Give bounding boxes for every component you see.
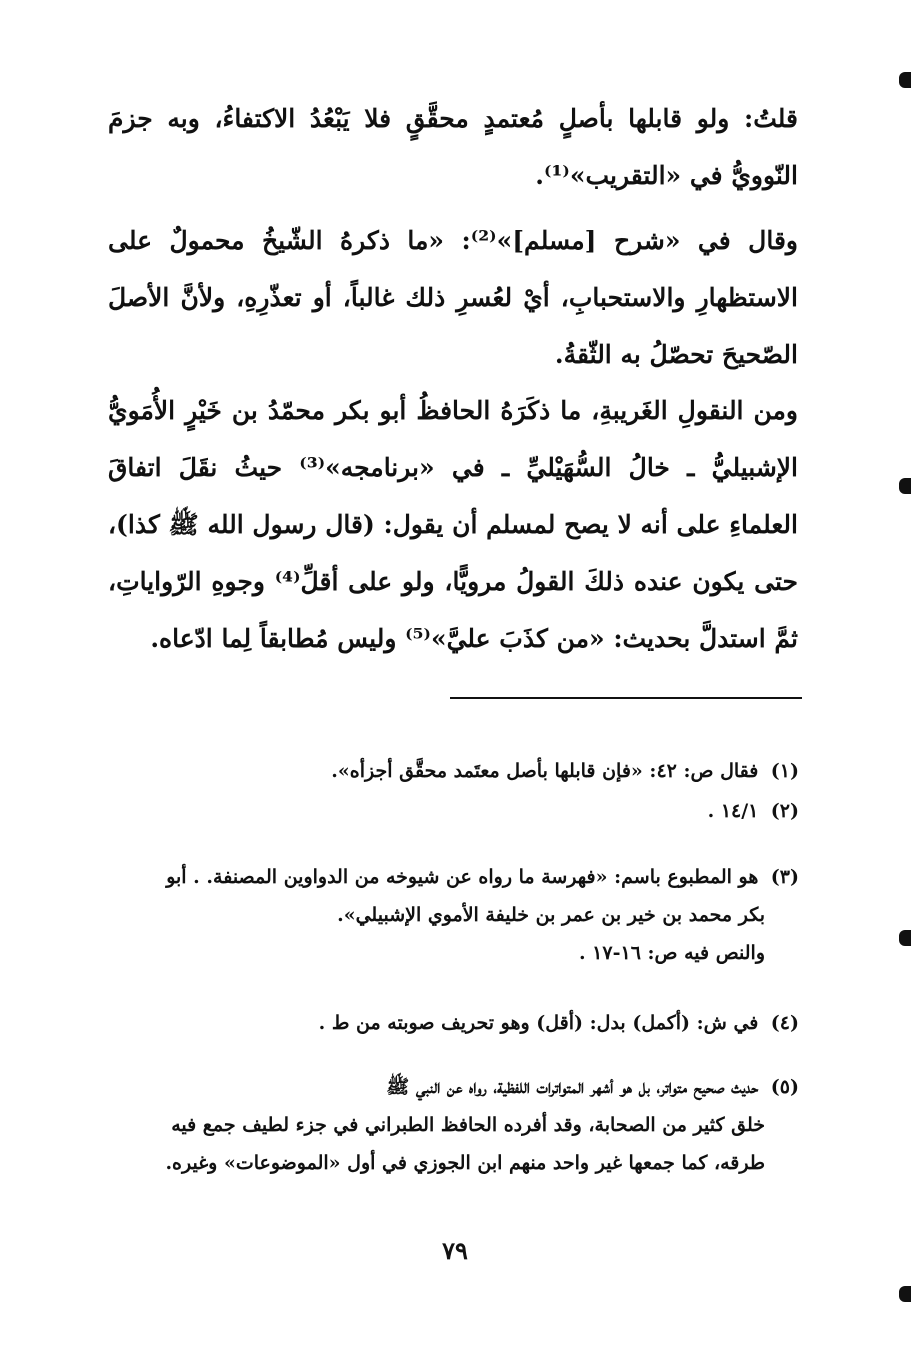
- footnote-text: في ش: (أكمل) بدل: (أقل) وهو تحريف صوبته من ط .: [318, 1012, 759, 1034]
- footnote-text: طرقه، كما جمعها غير واحد منهم ابن الجوزي في أول «الموضوعات» وغيره.: [165, 1152, 765, 1174]
- edge-mark: [899, 72, 911, 88]
- paragraph-2: وقال في «شرح [مسلم]»⁽²⁾: «ما ذكرهُ الشّيخُ محمولٌ على الاستظهارِ والاستحبابِ، أيْ لعُسرِ ذلك غالباً، أو تعذّرِهِ، ولأنَّ الأصلَ الصّحيحَ تحصّلُ به الثّقةُ.: [108, 226, 798, 369]
- footnote-text: حديث صحيح متواتر، بل هو أشهر المتواترات اللفظية، رواه عن النبي ﷺ: [386, 1076, 759, 1098]
- footnote-number: (٥): [770, 1076, 799, 1098]
- footnote-text: بكر محمد بن خير بن عمر بن خليفة الأموي الإشبيلي».: [337, 904, 765, 926]
- footnote-number: (٤): [770, 1012, 799, 1034]
- edge-mark: [899, 930, 911, 946]
- footnote-number: (٢): [770, 800, 799, 822]
- footnote-text: ١٤/١ .: [707, 800, 759, 822]
- footnote-1: [99, 752, 799, 790]
- footnote-text: هو المطبوع باسم: «فهرسة ما رواه عن شيوخه من الدواوين المصنفة. . أبو: [166, 866, 759, 888]
- footnote-divider: [450, 697, 802, 699]
- footnote-3: [99, 858, 799, 972]
- page-number: ٧٩: [442, 1236, 468, 1265]
- edge-mark: [899, 478, 911, 494]
- footnote-5: [99, 1068, 799, 1182]
- footnote-4: [99, 1004, 799, 1042]
- footnote-2: [99, 792, 799, 830]
- footnote-number: (١): [770, 760, 799, 782]
- paragraph-3: ومن النقولِ الغَريبةِ، ما ذكَرَهُ الحافظُ أبو بكر محمّدُ بن خَيْرٍ الأُمَويُّ الإشبيليُّ ـ خالُ السُّهَيْليِّ ـ في «برنامجه»⁽³⁾ حيثُ نقَلَ اتفاقَ العلماءِ على أنه لا يصح لمسلم أن يقول: (قال رسول الله ﷺ كذا)، حتى يكون عنده ذلكَ القولُ مرويًّا، ولو على أقلِّ⁽⁴⁾ وجوهِ الرّواياتِ، ثمَّ استدلَّ بحديث: «من كذَبَ عليَّ»⁽⁵⁾ وليس مُطابقاً لِما ادّعاه.: [107, 396, 799, 653]
- footnote-number: (٣): [770, 866, 799, 888]
- edge-mark: [899, 1286, 911, 1302]
- footnote-text: والنص فيه ص: ١٦-١٧ .: [578, 942, 765, 964]
- footnote-text: خلق كثير من الصحابة، وقد أفرده الحافظ الطبراني في جزء لطيف جمع فيه: [171, 1114, 765, 1136]
- paragraph-1: قلتُ: ولو قابلها بأصلٍ مُعتمدٍ محقَّقٍ فلا يَبْعُدُ الاكتفاءُ، وبه جزمَ النّوويُّ في «التقريب»⁽¹⁾.: [108, 104, 798, 190]
- footnote-text: فقال ص: ٤٢: «فإن قابلها بأصل معتَمد محقَّق أجزأه».: [331, 760, 759, 782]
